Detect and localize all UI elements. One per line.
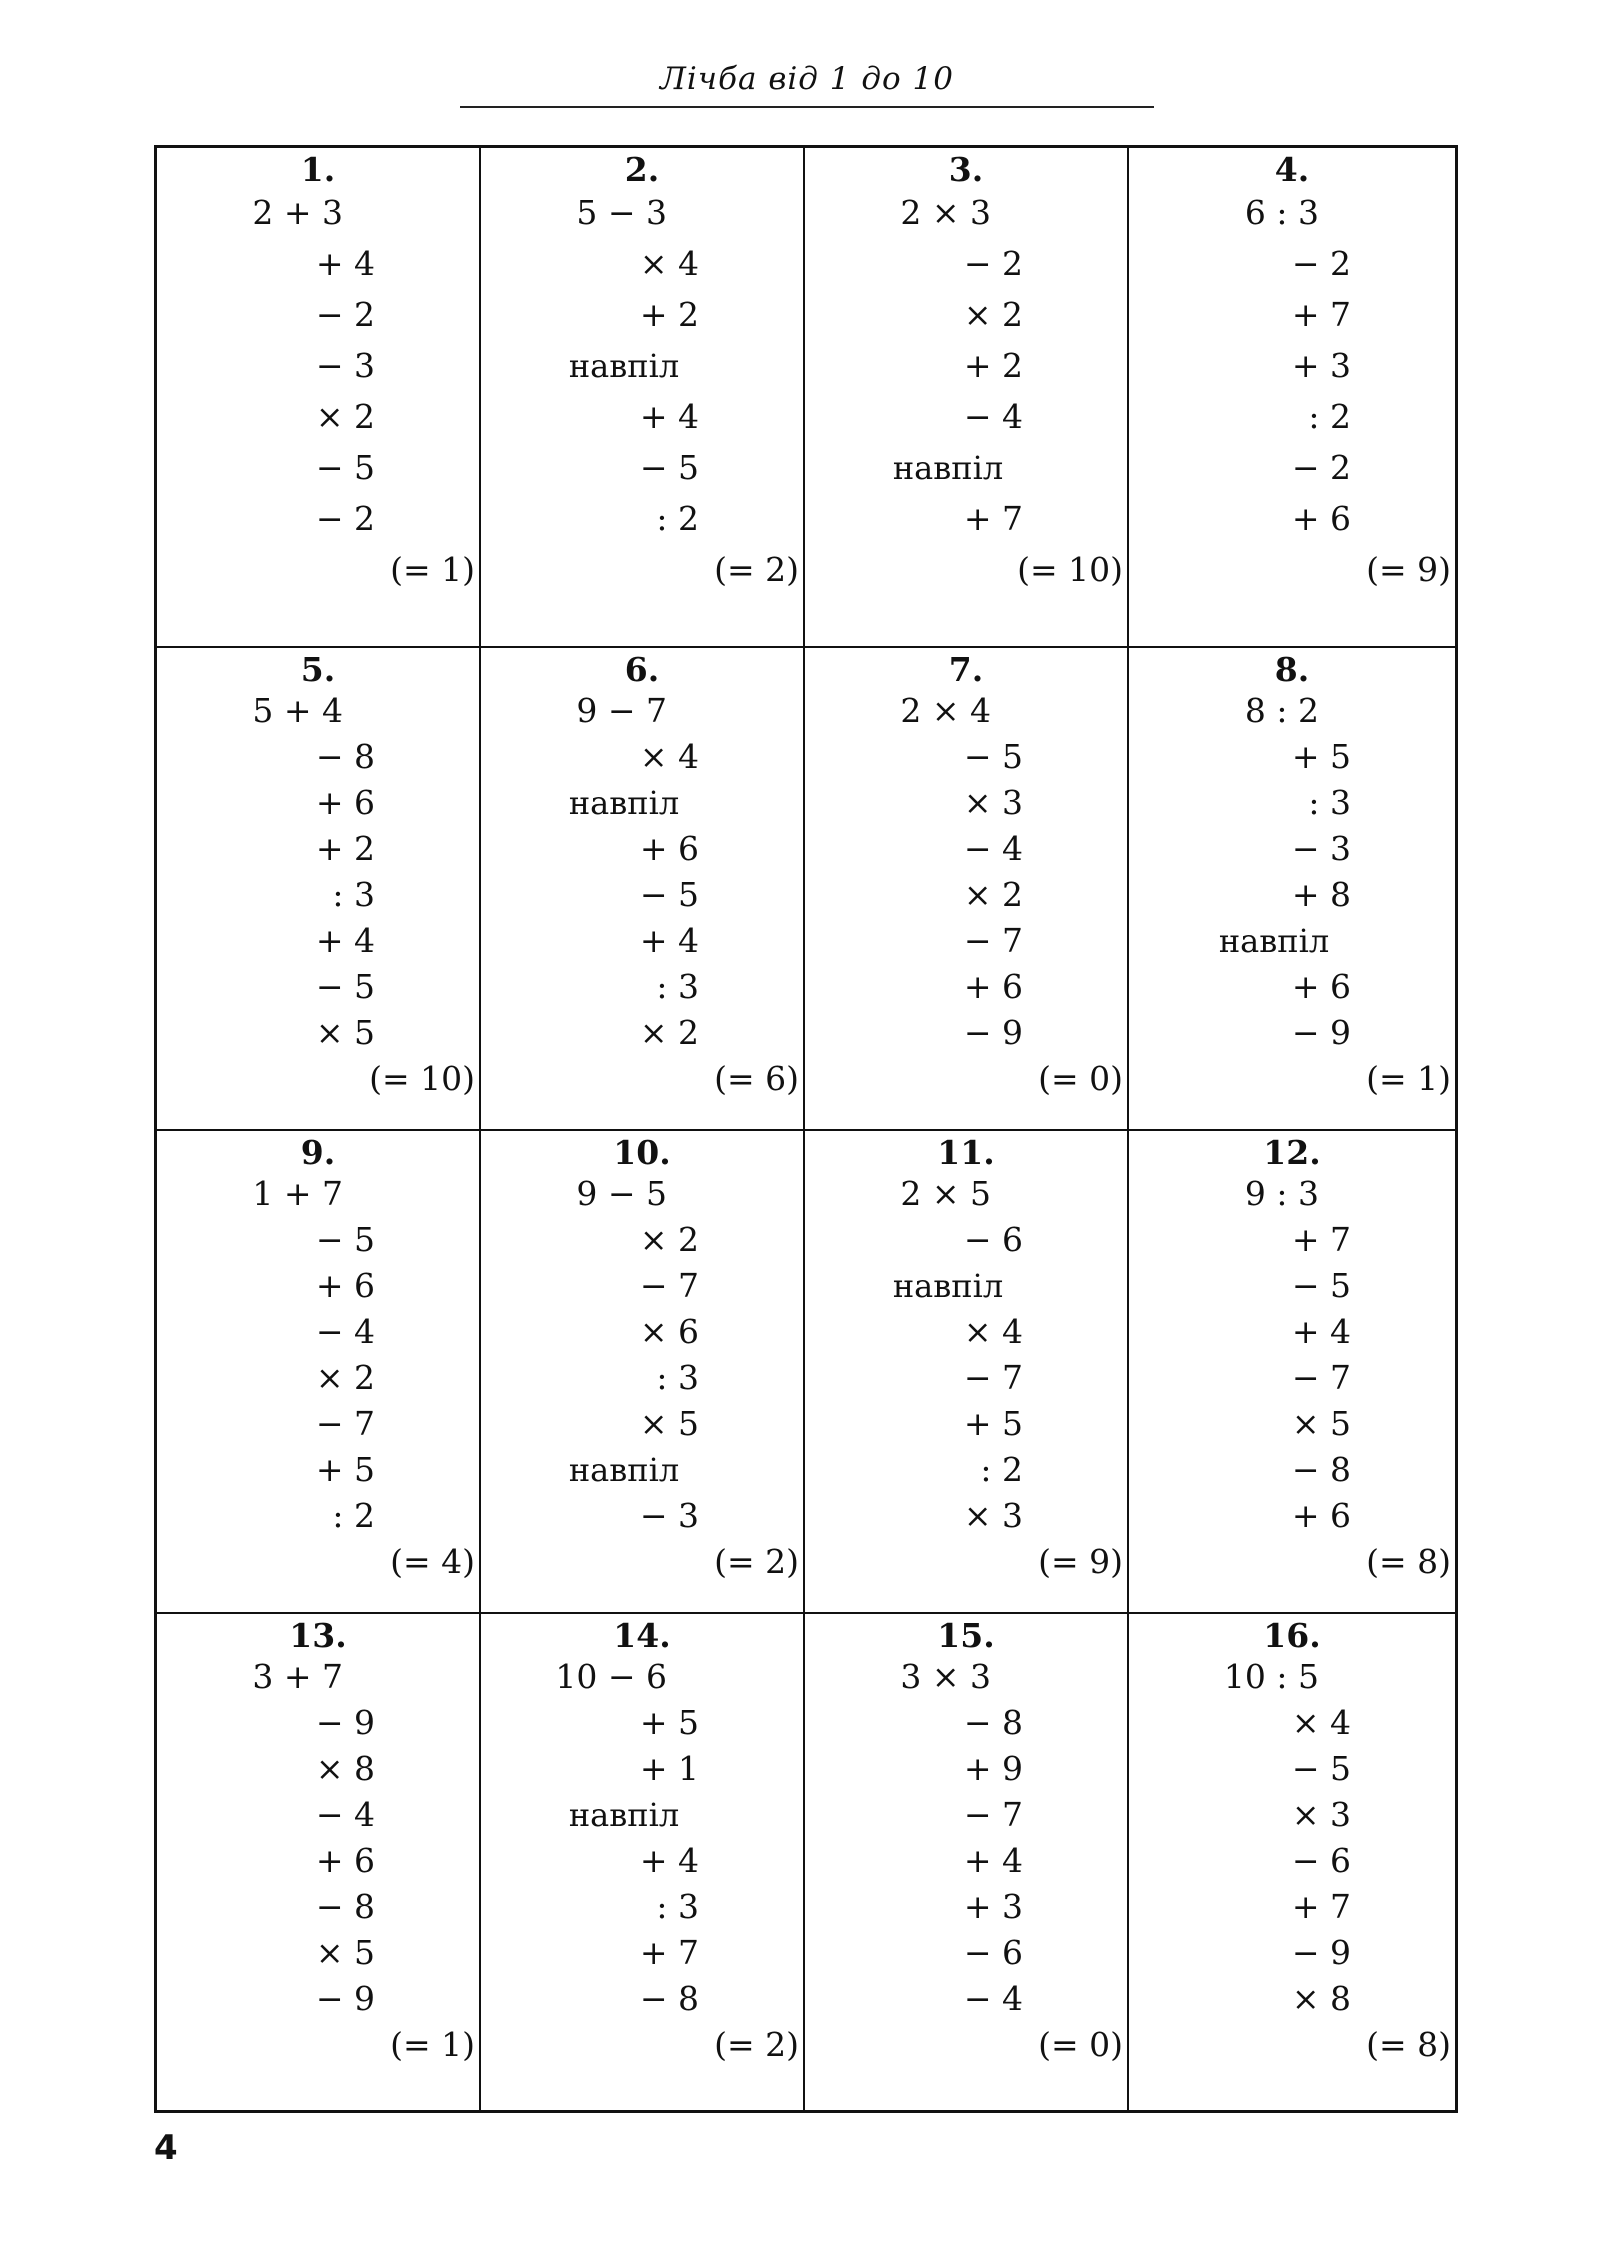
exercise-step: : 2 <box>1308 397 1351 436</box>
exercise-number: 9. <box>300 1133 336 1172</box>
exercise-step: − 5 <box>1291 1749 1351 1788</box>
exercise-step: + 5 <box>963 1404 1023 1443</box>
exercise-step: + 9 <box>963 1749 1023 1788</box>
exercise-step: − 7 <box>639 1266 699 1305</box>
exercise-cell <box>157 148 481 648</box>
exercise-step: + 6 <box>1291 499 1351 538</box>
exercise-step: + 4 <box>639 921 699 960</box>
exercise-step-halve: навпіл <box>568 347 680 385</box>
exercise-step: − 7 <box>1291 1358 1351 1397</box>
exercise-step: : 3 <box>1308 783 1351 822</box>
exercise-step: − 7 <box>315 1404 375 1443</box>
exercise-step: − 4 <box>315 1795 375 1834</box>
exercise-step: − 5 <box>315 448 375 487</box>
exercise-step: − 3 <box>315 346 375 385</box>
exercise-cell <box>481 1614 805 2110</box>
exercise-cell <box>805 1131 1129 1614</box>
exercise-step: − 5 <box>639 448 699 487</box>
exercise-step: − 5 <box>1291 1266 1351 1305</box>
exercise-step: × 2 <box>639 1013 699 1052</box>
exercise-step: : 2 <box>332 1496 375 1535</box>
exercise-result: (= 10) <box>369 1059 475 1098</box>
exercise-cell <box>1129 148 1455 648</box>
exercise-start-expression: 5 − 3 <box>576 193 667 232</box>
exercise-number: 14. <box>613 1616 671 1655</box>
exercise-step: − 6 <box>1291 1841 1351 1880</box>
exercise-step: × 5 <box>639 1404 699 1443</box>
exercise-start-expression: 5 + 4 <box>252 691 343 730</box>
exercise-step: + 4 <box>315 244 375 283</box>
exercise-step: − 8 <box>315 737 375 776</box>
exercise-cell <box>1129 1614 1455 2110</box>
exercise-step: − 8 <box>963 1703 1023 1742</box>
exercise-start-expression: 1 + 7 <box>252 1174 343 1213</box>
exercise-step: − 2 <box>315 295 375 334</box>
exercise-step: × 3 <box>963 783 1023 822</box>
exercise-result: (= 1) <box>390 2025 475 2064</box>
exercise-step: + 2 <box>963 346 1023 385</box>
exercise-number: 1. <box>300 150 336 189</box>
exercise-step: × 2 <box>639 1220 699 1259</box>
exercise-step: + 7 <box>639 1933 699 1972</box>
exercise-step-halve: навпіл <box>568 1796 680 1834</box>
exercise-step: − 5 <box>639 875 699 914</box>
exercise-number: 11. <box>937 1133 995 1172</box>
exercise-step: + 2 <box>315 829 375 868</box>
exercise-step-halve: навпіл <box>892 1267 1004 1305</box>
exercise-step: × 2 <box>963 295 1023 334</box>
exercise-result: (= 10) <box>1017 550 1123 589</box>
exercise-step: − 3 <box>1291 829 1351 868</box>
exercise-step: + 8 <box>1291 875 1351 914</box>
exercise-result: (= 0) <box>1038 2025 1123 2064</box>
exercise-step: − 9 <box>315 1979 375 2018</box>
exercise-step: − 4 <box>963 1979 1023 2018</box>
exercise-step: + 4 <box>1291 1312 1351 1351</box>
exercise-step: − 9 <box>1291 1013 1351 1052</box>
exercise-step-halve: навпіл <box>892 449 1004 487</box>
exercise-step: + 3 <box>963 1887 1023 1926</box>
exercise-step: − 7 <box>963 1795 1023 1834</box>
exercise-number: 13. <box>289 1616 347 1655</box>
exercise-start-expression: 8 : 2 <box>1244 691 1319 730</box>
exercise-step: + 5 <box>639 1703 699 1742</box>
exercise-step: − 2 <box>1291 244 1351 283</box>
exercise-step: + 7 <box>1291 1220 1351 1259</box>
exercise-number: 10. <box>613 1133 671 1172</box>
exercise-grid <box>154 145 1458 2113</box>
exercise-start-expression: 9 − 7 <box>576 691 667 730</box>
exercise-result: (= 9) <box>1366 550 1451 589</box>
exercise-result: (= 2) <box>714 550 799 589</box>
exercise-step: − 4 <box>963 397 1023 436</box>
exercise-start-expression: 6 : 3 <box>1244 193 1319 232</box>
exercise-start-expression: 2 × 5 <box>900 1174 991 1213</box>
exercise-number: 6. <box>624 650 660 689</box>
exercise-step: × 4 <box>1291 1703 1351 1742</box>
exercise-step: : 2 <box>980 1450 1023 1489</box>
exercise-step: − 6 <box>963 1220 1023 1259</box>
exercise-result: (= 8) <box>1366 2025 1451 2064</box>
exercise-step: + 6 <box>315 1841 375 1880</box>
exercise-step: : 3 <box>656 967 699 1006</box>
exercise-step: − 9 <box>315 1703 375 1742</box>
exercise-step: − 8 <box>315 1887 375 1926</box>
exercise-step: × 8 <box>315 1749 375 1788</box>
exercise-step: − 5 <box>315 1220 375 1259</box>
exercise-step: + 6 <box>1291 967 1351 1006</box>
exercise-result: (= 2) <box>714 2025 799 2064</box>
exercise-result: (= 6) <box>714 1059 799 1098</box>
exercise-number: 7. <box>948 650 984 689</box>
exercise-step: − 9 <box>1291 1933 1351 1972</box>
exercise-step: : 3 <box>656 1887 699 1926</box>
exercise-start-expression: 2 + 3 <box>252 193 343 232</box>
page-number: 4 <box>154 2128 178 2168</box>
exercise-number: 8. <box>1274 650 1310 689</box>
exercise-result: (= 1) <box>390 550 475 589</box>
exercise-step: − 2 <box>963 244 1023 283</box>
exercise-step: + 6 <box>315 783 375 822</box>
exercise-step: + 5 <box>315 1450 375 1489</box>
exercise-step: − 8 <box>639 1979 699 2018</box>
exercise-result: (= 8) <box>1366 1542 1451 1581</box>
exercise-result: (= 2) <box>714 1542 799 1581</box>
exercise-step: × 5 <box>1291 1404 1351 1443</box>
exercise-cell <box>1129 648 1455 1131</box>
exercise-number: 3. <box>948 150 984 189</box>
exercise-start-expression: 9 : 3 <box>1244 1174 1319 1213</box>
exercise-cell <box>805 148 1129 648</box>
exercise-step: − 7 <box>963 1358 1023 1397</box>
exercise-step: − 3 <box>639 1496 699 1535</box>
exercise-step: × 4 <box>963 1312 1023 1351</box>
exercise-start-expression: 10 − 6 <box>555 1657 667 1696</box>
exercise-step: : 3 <box>656 1358 699 1397</box>
exercise-step: × 3 <box>1291 1795 1351 1834</box>
exercise-cell <box>157 648 481 1131</box>
exercise-step: × 5 <box>315 1013 375 1052</box>
exercise-result: (= 4) <box>390 1542 475 1581</box>
exercise-step: : 3 <box>332 875 375 914</box>
exercise-step: − 9 <box>963 1013 1023 1052</box>
exercise-step: − 4 <box>963 829 1023 868</box>
exercise-step: − 8 <box>1291 1450 1351 1489</box>
exercise-step: − 5 <box>315 967 375 1006</box>
exercise-step: − 5 <box>963 737 1023 776</box>
exercise-cell <box>481 1131 805 1614</box>
exercise-step: + 5 <box>1291 737 1351 776</box>
exercise-cell <box>157 1131 481 1614</box>
exercise-number: 15. <box>937 1616 995 1655</box>
exercise-step-halve: навпіл <box>568 1451 680 1489</box>
exercise-step: − 6 <box>963 1933 1023 1972</box>
exercise-result: (= 0) <box>1038 1059 1123 1098</box>
exercise-step: × 2 <box>963 875 1023 914</box>
exercise-number: 5. <box>300 650 336 689</box>
exercise-step: + 4 <box>315 921 375 960</box>
exercise-step: + 3 <box>1291 346 1351 385</box>
exercise-step: + 4 <box>639 1841 699 1880</box>
exercise-step: × 5 <box>315 1933 375 1972</box>
exercise-result: (= 1) <box>1366 1059 1451 1098</box>
exercise-step: × 6 <box>639 1312 699 1351</box>
exercise-step: + 6 <box>639 829 699 868</box>
exercise-step: × 4 <box>639 737 699 776</box>
exercise-cell <box>481 648 805 1131</box>
exercise-start-expression: 3 × 3 <box>900 1657 991 1696</box>
page-header-title: Лічба від 1 до 10 <box>460 62 1154 108</box>
exercise-step: × 2 <box>315 397 375 436</box>
exercise-start-expression: 2 × 4 <box>900 691 991 730</box>
exercise-number: 4. <box>1274 150 1310 189</box>
exercise-step: + 7 <box>963 499 1023 538</box>
exercise-start-expression: 10 : 5 <box>1223 1657 1319 1696</box>
exercise-step: − 2 <box>1291 448 1351 487</box>
exercise-step: : 2 <box>656 499 699 538</box>
exercise-step: × 4 <box>639 244 699 283</box>
exercise-step: − 2 <box>315 499 375 538</box>
exercise-step: + 6 <box>315 1266 375 1305</box>
exercise-start-expression: 2 × 3 <box>900 193 991 232</box>
exercise-cell <box>1129 1131 1455 1614</box>
exercise-step: − 7 <box>963 921 1023 960</box>
exercise-number: 16. <box>1263 1616 1321 1655</box>
exercise-step: − 4 <box>315 1312 375 1351</box>
exercise-start-expression: 9 − 5 <box>576 1174 667 1213</box>
exercise-step: + 7 <box>1291 295 1351 334</box>
exercise-step: + 6 <box>963 967 1023 1006</box>
exercise-step: × 8 <box>1291 1979 1351 2018</box>
exercise-cell <box>481 148 805 648</box>
exercise-step-halve: навпіл <box>1218 922 1330 960</box>
exercise-step: + 4 <box>963 1841 1023 1880</box>
exercise-step: × 2 <box>315 1358 375 1397</box>
exercise-cell <box>805 648 1129 1131</box>
exercise-step: + 7 <box>1291 1887 1351 1926</box>
exercise-result: (= 9) <box>1038 1542 1123 1581</box>
exercise-step: + 6 <box>1291 1496 1351 1535</box>
exercise-start-expression: 3 + 7 <box>252 1657 343 1696</box>
exercise-step: + 2 <box>639 295 699 334</box>
exercise-step-halve: навпіл <box>568 784 680 822</box>
exercise-cell <box>157 1614 481 2110</box>
exercise-number: 12. <box>1263 1133 1321 1172</box>
exercise-number: 2. <box>624 150 660 189</box>
exercise-cell <box>805 1614 1129 2110</box>
exercise-step: × 3 <box>963 1496 1023 1535</box>
exercise-step: + 4 <box>639 397 699 436</box>
exercise-step: + 1 <box>639 1749 699 1788</box>
